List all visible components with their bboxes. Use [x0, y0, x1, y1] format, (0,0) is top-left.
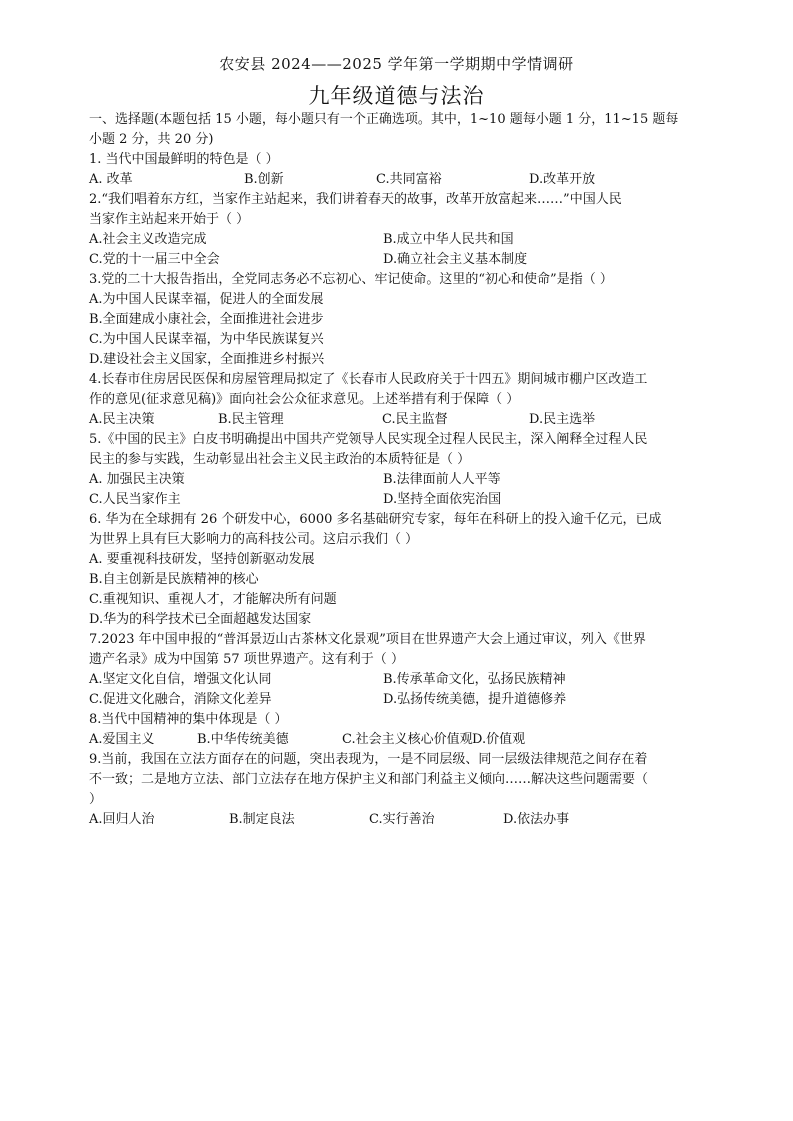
option-a: A.回归人治 [89, 812, 155, 827]
option-b: B.自主创新是民族精神的核心 [89, 572, 259, 587]
question-8 [89, 710, 709, 750]
question-4 [89, 370, 709, 430]
option-b: B.法律面前人人平等 [383, 472, 501, 487]
option-a: A. 加强民主决策 [89, 472, 185, 487]
option-row [89, 730, 709, 750]
option-row [89, 490, 709, 510]
option-d: D.价值观 [472, 732, 526, 747]
section-instruction: 一、选择题(本题包括 15 小题，每小题只有一个正确选项。其中，1~10 题每小题 1 分，11~15 题每 [89, 112, 679, 127]
question-stem: 5.《中国的民主》白皮书明确提出中国共产党领导人民实现全过程人民民主，深入阐释全过程人民 [89, 432, 648, 447]
question-stem: 3.党的二十大报告指出，全党同志务必不忘初心、牢记使命。这里的“初心和使命”是指（ ） [89, 272, 613, 287]
option-c: C.促进文化融合，消除文化差异 [89, 692, 272, 707]
option-d: D.建设社会主义国家，全面推进乡村振兴 [89, 352, 325, 367]
question-9 [89, 750, 709, 830]
option-row [89, 170, 709, 190]
option-a: A.爱国主义 [89, 732, 155, 747]
option-row [89, 670, 709, 690]
option-c: C.社会主义核心价值观 [342, 732, 473, 747]
question-stem-cont: 民主的参与实践，生动彰显出社会主义民主政治的本质特征是（ ） [89, 452, 471, 467]
option-row [89, 690, 709, 710]
question-stem-cont: 作的意见(征求意见稿)》面向社会公众征求意见。上述举措有利于保障（ ） [89, 392, 520, 407]
option-d: D.民主选举 [529, 412, 596, 427]
option-b: B.全面建成小康社会，全面推进社会进步 [89, 312, 324, 327]
section-instruction-cont: 小题 2 分，共 20 分) [89, 132, 214, 147]
option-a: A.坚定文化自信，增强文化认同 [89, 672, 272, 687]
question-2 [89, 190, 709, 270]
question-7 [89, 630, 709, 710]
question-stem-cont: 遗产名录》成为中国第 57 项世界遗产。这有利于（ ） [89, 652, 404, 667]
option-d: D.华为的科学技术已全面超越发达国家 [89, 612, 312, 627]
option-b: B.中华传统美德 [197, 732, 289, 747]
question-stem-cont: ） [89, 792, 103, 807]
question-3 [89, 270, 709, 370]
option-a: A.民主决策 [89, 412, 155, 427]
option-d: D.确立社会主义基本制度 [383, 252, 528, 267]
option-d: D.弘扬传统美德，提升道德修养 [383, 692, 567, 707]
question-5 [89, 430, 709, 510]
question-stem: 4.长春市住房居民医保和房屋管理局拟定了《长春市人民政府关于十四五》期间城市棚户区改造工 [89, 372, 648, 387]
option-b: B.民主管理 [218, 412, 284, 427]
option-c: C.实行善治 [369, 812, 435, 827]
option-c: C.共同富裕 [376, 172, 442, 187]
option-c: C.重视知识、重视人才，才能解决所有问题 [89, 592, 337, 607]
option-d: D.改革开放 [529, 172, 596, 187]
question-stem: 7.2023 年中国申报的“普洱景迈山古茶林文化景观”项目在世界遗产大会上通过审议，列入《世界 [89, 632, 646, 647]
option-c: C.为中国人民谋幸福，为中华民族谋复兴 [89, 332, 324, 347]
option-b: B.传承革命文化，弘扬民族精神 [383, 672, 566, 687]
option-a: A. 改革 [89, 172, 133, 187]
question-stem: 2.“我们唱着东方红，当家作主站起来，我们讲着春天的故事，改革开放富起来……”中国人民 [89, 192, 622, 207]
option-a: A.社会主义改造完成 [89, 232, 207, 247]
option-row [89, 470, 709, 490]
question-stem: 9.当前，我国在立法方面存在的问题，突出表现为，一是不同层级、同一层级法律规范之间存在着 [89, 752, 648, 767]
question-stem-cont: 当家作主站起来开始于（ ） [89, 212, 250, 227]
question-stem-cont: 为世界上具有巨大影响力的高科技公司。这启示我们（ ） [89, 532, 419, 547]
exam-header: 农安县 2024——2025 学年第一学期期中学情调研 [219, 55, 574, 73]
option-row [89, 250, 709, 270]
option-c: C.人民当家作主 [89, 492, 181, 507]
option-b: B.制定良法 [229, 812, 295, 827]
question-stem: 1. 当代中国最鲜明的特色是（ ） [89, 152, 279, 167]
option-d: D.坚持全面依宪治国 [383, 492, 502, 507]
question-stem-cont: 不一致；二是地方立法、部门立法存在地方保护主义和部门利益主义倾向……解决这些问题需要（ [89, 772, 649, 787]
option-c: C.民主监督 [382, 412, 448, 427]
option-a: A.为中国人民谋幸福，促进人的全面发展 [89, 292, 324, 307]
option-c: C.党的十一届三中全会 [89, 252, 220, 267]
option-a: A. 要重视科技研发，坚持创新驱动发展 [89, 552, 315, 567]
subject-title: 九年级道德与法治 [308, 84, 485, 108]
option-row [89, 810, 709, 830]
option-b: B.创新 [244, 172, 284, 187]
question-6 [89, 510, 709, 630]
exam-content [89, 110, 709, 830]
question-stem: 6. 华为在全球拥有 26 个研发中心，6000 多名基础研究专家，每年在科研上的投入逾千亿元，已成 [89, 512, 662, 527]
question-stem: 8.当代中国精神的集中体现是（ ） [89, 712, 288, 727]
question-1 [89, 150, 709, 190]
option-d: D.依法办事 [503, 812, 570, 827]
option-row [89, 230, 709, 250]
option-row [89, 410, 709, 430]
option-b: B.成立中华人民共和国 [383, 232, 514, 247]
